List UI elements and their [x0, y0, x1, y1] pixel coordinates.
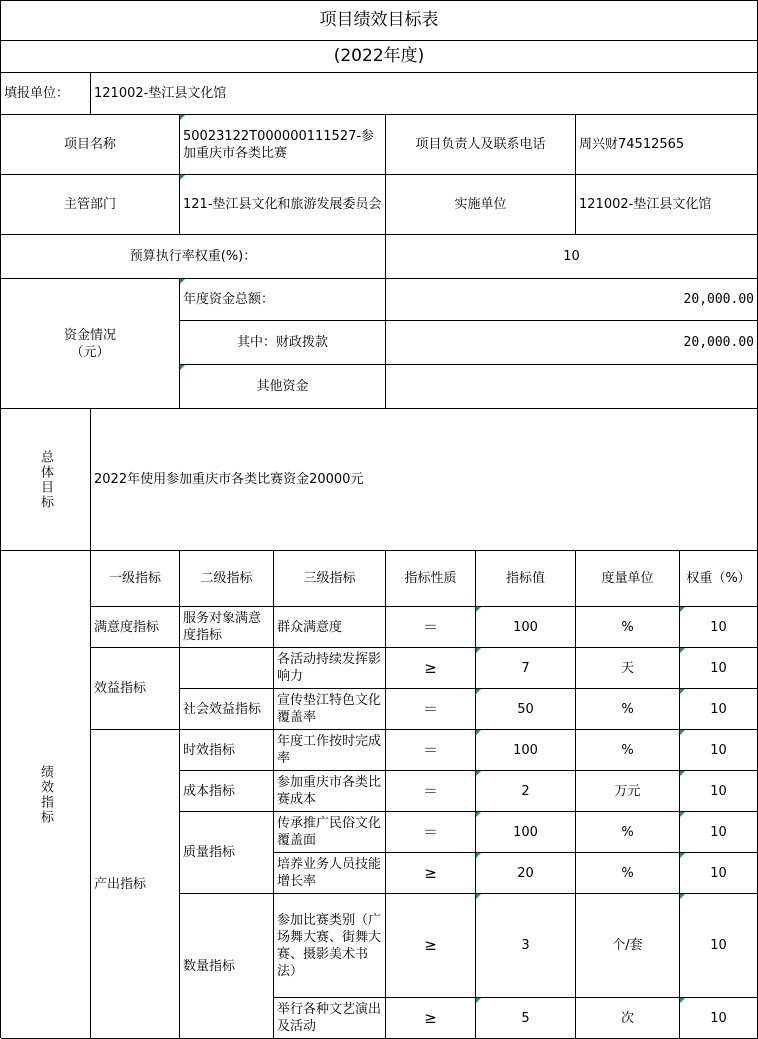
indicator-weight: 10 — [680, 812, 758, 853]
indicator-nature: ＝ — [386, 607, 476, 648]
funds-label-text: 资金情况（元） — [63, 327, 116, 360]
overall-target-label — [1, 409, 91, 551]
perf-indicators-label-text: 绩效指标 — [38, 764, 53, 825]
page-title: 项目绩效目标表 — [1, 1, 758, 41]
indicator-weight: 10 — [680, 998, 758, 1039]
level3-indicator: 宣传垫江特色文化覆盖率 — [274, 689, 386, 730]
level2-blank — [180, 648, 274, 689]
indicator-value: 100 — [476, 812, 576, 853]
level2-social-benefit: 社会效益指标 — [180, 689, 274, 730]
impl-unit-value: 121002-垫江县文化馆 — [576, 175, 758, 235]
fiscal-value: 20,000.00 — [386, 321, 758, 365]
level1-output: 产出指标 — [91, 730, 180, 1039]
level2-quality: 质量指标 — [180, 812, 274, 894]
level3-indicator: 培养业务人员技能增长率 — [274, 853, 386, 894]
annual-total-value: 20,000.00 — [386, 279, 758, 321]
budget-rate-value: 10 — [386, 235, 758, 279]
reporting-unit-value: 121002-垫江县文化馆 — [91, 73, 758, 115]
fiscal-year: (2022年度) — [1, 41, 758, 73]
level3-indicator: 传承推广民俗文化覆盖面 — [274, 812, 386, 853]
level3-indicator: 各活动持续发挥影响力 — [274, 648, 386, 689]
indicator-nature: ≥ — [386, 998, 476, 1039]
indicator-weight: 10 — [680, 648, 758, 689]
indicator-weight: 10 — [680, 689, 758, 730]
funds-label — [1, 279, 180, 409]
indicator-nature: ≥ — [386, 648, 476, 689]
indicator-weight: 10 — [680, 730, 758, 771]
header-value: 指标值 — [476, 551, 576, 607]
indicator-weight: 10 — [680, 771, 758, 812]
header-nature: 指标性质 — [386, 551, 476, 607]
indicator-unit: 万元 — [576, 771, 680, 812]
indicator-value: 100 — [476, 607, 576, 648]
indicator-unit: % — [576, 689, 680, 730]
indicator-weight: 10 — [680, 894, 758, 998]
header-weight: 权重（%） — [680, 551, 758, 607]
indicator-weight: 10 — [680, 607, 758, 648]
budget-rate-label: 预算执行率权重(%)： — [1, 235, 386, 279]
indicator-value: 20 — [476, 853, 576, 894]
indicator-unit: % — [576, 730, 680, 771]
indicator-weight: 10 — [680, 853, 758, 894]
header-level3: 三级指标 — [274, 551, 386, 607]
level3-indicator: 参加比赛类别（广场舞大赛、街舞大赛、摄影美术书法） — [274, 894, 386, 998]
project-name-label: 项目名称 — [1, 115, 180, 175]
level3-indicator: 参加重庆市各类比赛成本 — [274, 771, 386, 812]
level2-service-satisfaction: 服务对象满意度指标 — [180, 607, 274, 648]
header-unit: 度量单位 — [576, 551, 680, 607]
project-name-value: 50023122T000000111527-参加重庆市各类比赛 — [180, 115, 386, 175]
indicator-value: 5 — [476, 998, 576, 1039]
indicator-unit: % — [576, 812, 680, 853]
overall-target-label-text: 总体目标 — [38, 449, 53, 510]
indicator-nature: ≥ — [386, 894, 476, 998]
other-funds-value — [386, 365, 758, 409]
department-label: 主管部门 — [1, 175, 180, 235]
project-leader-label: 项目负责人及联系电话 — [386, 115, 576, 175]
indicator-value: 100 — [476, 730, 576, 771]
indicator-unit: 个/套 — [576, 894, 680, 998]
indicator-unit: % — [576, 853, 680, 894]
overall-target-text: 2022年使用参加重庆市各类比赛资金20000元 — [91, 409, 758, 551]
level2-timeliness: 时效指标 — [180, 730, 274, 771]
project-leader-value: 周兴财74512565 — [576, 115, 758, 175]
level1-benefit: 效益指标 — [91, 648, 180, 730]
level3-indicator: 年度工作按时完成率 — [274, 730, 386, 771]
indicator-value: 7 — [476, 648, 576, 689]
indicator-unit: % — [576, 607, 680, 648]
indicator-nature: ＝ — [386, 689, 476, 730]
department-value: 121-垫江县文化和旅游发展委员会 — [180, 175, 386, 235]
level3-indicator: 举行各种文艺演出及活动 — [274, 998, 386, 1039]
indicator-value: 50 — [476, 689, 576, 730]
indicator-unit: 天 — [576, 648, 680, 689]
indicator-value: 2 — [476, 771, 576, 812]
impl-unit-label: 实施单位 — [386, 175, 576, 235]
level2-cost: 成本指标 — [180, 771, 274, 812]
fiscal-label: 其中：财政拨款 — [180, 321, 386, 365]
indicator-nature: ＝ — [386, 812, 476, 853]
indicator-nature: ＝ — [386, 771, 476, 812]
header-level2: 二级指标 — [180, 551, 274, 607]
level3-indicator: 群众满意度 — [274, 607, 386, 648]
annual-total-label: 年度资金总额： — [180, 279, 386, 321]
perf-indicators-label — [1, 551, 91, 1039]
indicator-value: 3 — [476, 894, 576, 998]
reporting-unit-label: 填报单位： — [1, 73, 91, 115]
other-funds-label: 其他资金 — [180, 365, 386, 409]
level2-quantity: 数量指标 — [180, 894, 274, 1039]
indicator-unit: 次 — [576, 998, 680, 1039]
header-level1: 一级指标 — [91, 551, 180, 607]
level1-satisfaction: 满意度指标 — [91, 607, 180, 648]
indicator-nature: ＝ — [386, 730, 476, 771]
indicator-nature: ≥ — [386, 853, 476, 894]
